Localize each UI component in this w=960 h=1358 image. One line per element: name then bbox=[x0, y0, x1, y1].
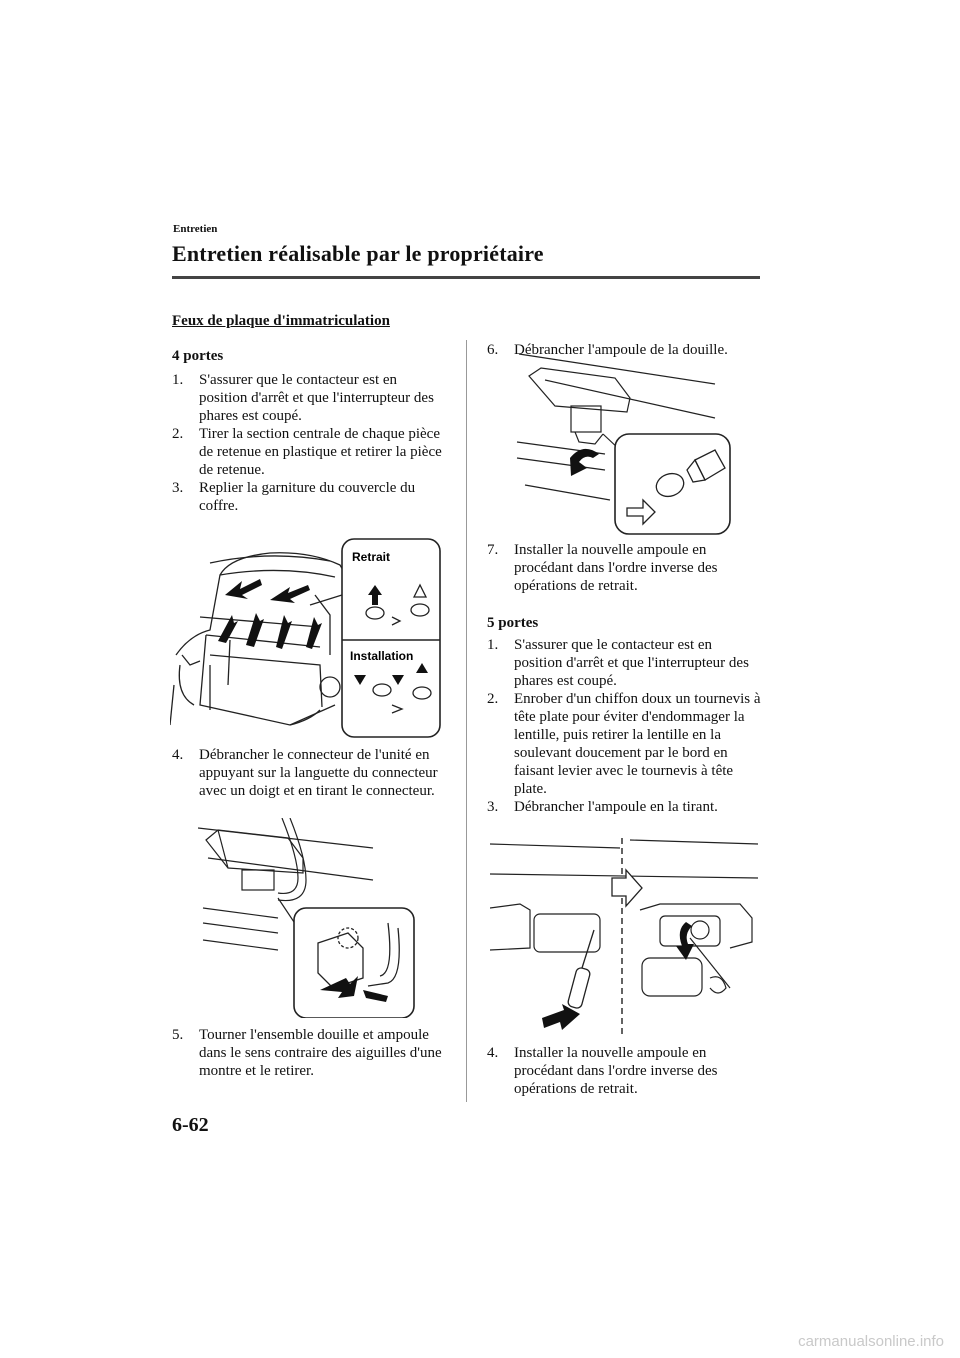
title-rule bbox=[172, 276, 760, 279]
steps-list-e bbox=[487, 541, 762, 595]
list-item: 2. Tirer la section centrale de chaque pièce de retenue en plastique et retirer la pièce de retenue. bbox=[172, 426, 442, 478]
list-item: 2. Enrober d'un chiffon doux un tournevis à tête plate pour éviter d'endommager la lentille, puis retirer la lentille en la soulevant doucement par le bord en faisant levier avec le tournevis à tête plate. bbox=[487, 691, 761, 797]
steps-list-g bbox=[487, 1044, 762, 1098]
steps-list-f bbox=[487, 636, 762, 816]
left-column-b bbox=[172, 746, 447, 800]
left-column-c bbox=[172, 1026, 447, 1080]
list-item: 1. S'assurer que le contacteur est en position d'arrêt et que l'interrupteur des phares est coupé. bbox=[487, 637, 749, 689]
list-item: 7. Installer la nouvelle ampoule en procédant dans l'ordre inverse des opérations de retrait. bbox=[487, 542, 718, 594]
steps-list-c bbox=[172, 1026, 447, 1080]
bulb-socket-figure bbox=[515, 350, 735, 540]
subheading-4-doors: 4 portes bbox=[172, 348, 224, 364]
steps-list-a bbox=[172, 371, 447, 515]
list-item: 5. Tourner l'ensemble douille et ampoule dans le sens contraire des aiguilles d'une montre et le retirer. bbox=[172, 1027, 442, 1079]
list-item: 4. Installer la nouvelle ampoule en procédant dans l'ordre inverse des opérations de retrait. bbox=[487, 1045, 718, 1097]
list-item: 3. Débrancher l'ampoule en la tirant. bbox=[487, 799, 718, 815]
connector-figure bbox=[198, 818, 418, 1018]
lens-removal-figure bbox=[490, 838, 762, 1038]
steps-list-b bbox=[172, 746, 447, 800]
left-column bbox=[172, 313, 447, 515]
list-item: 6. Débrancher l'ampoule de la douille. bbox=[487, 342, 728, 358]
subheading-5-doors: 5 portes bbox=[487, 615, 539, 631]
right-column-c bbox=[487, 1044, 762, 1098]
section-heading: Feux de plaque d'immatriculation bbox=[172, 313, 390, 329]
watermark: carmanualsonline.info bbox=[798, 1333, 944, 1350]
label-install: Installation bbox=[350, 649, 414, 663]
column-divider bbox=[466, 340, 467, 1102]
list-item: 3. Replier la garniture du couvercle du coffre. bbox=[172, 480, 416, 514]
trunk-trim-figure bbox=[170, 535, 445, 740]
label-remove: Retrait bbox=[352, 550, 391, 564]
page-title: Entretien réalisable par le propriétaire bbox=[172, 241, 544, 266]
page-number: 6-62 bbox=[172, 1114, 209, 1136]
list-item: 4. Débrancher le connecteur de l'unité en appuyant sur la languette du connecteur avec un doigt et en tirant le connecteur. bbox=[172, 747, 438, 799]
section-label: Entretien bbox=[173, 223, 218, 235]
list-item: 1. S'assurer que le contacteur est en position d'arrêt et que l'interrupteur des phares est coupé. bbox=[172, 372, 434, 424]
right-column-b bbox=[487, 541, 762, 816]
